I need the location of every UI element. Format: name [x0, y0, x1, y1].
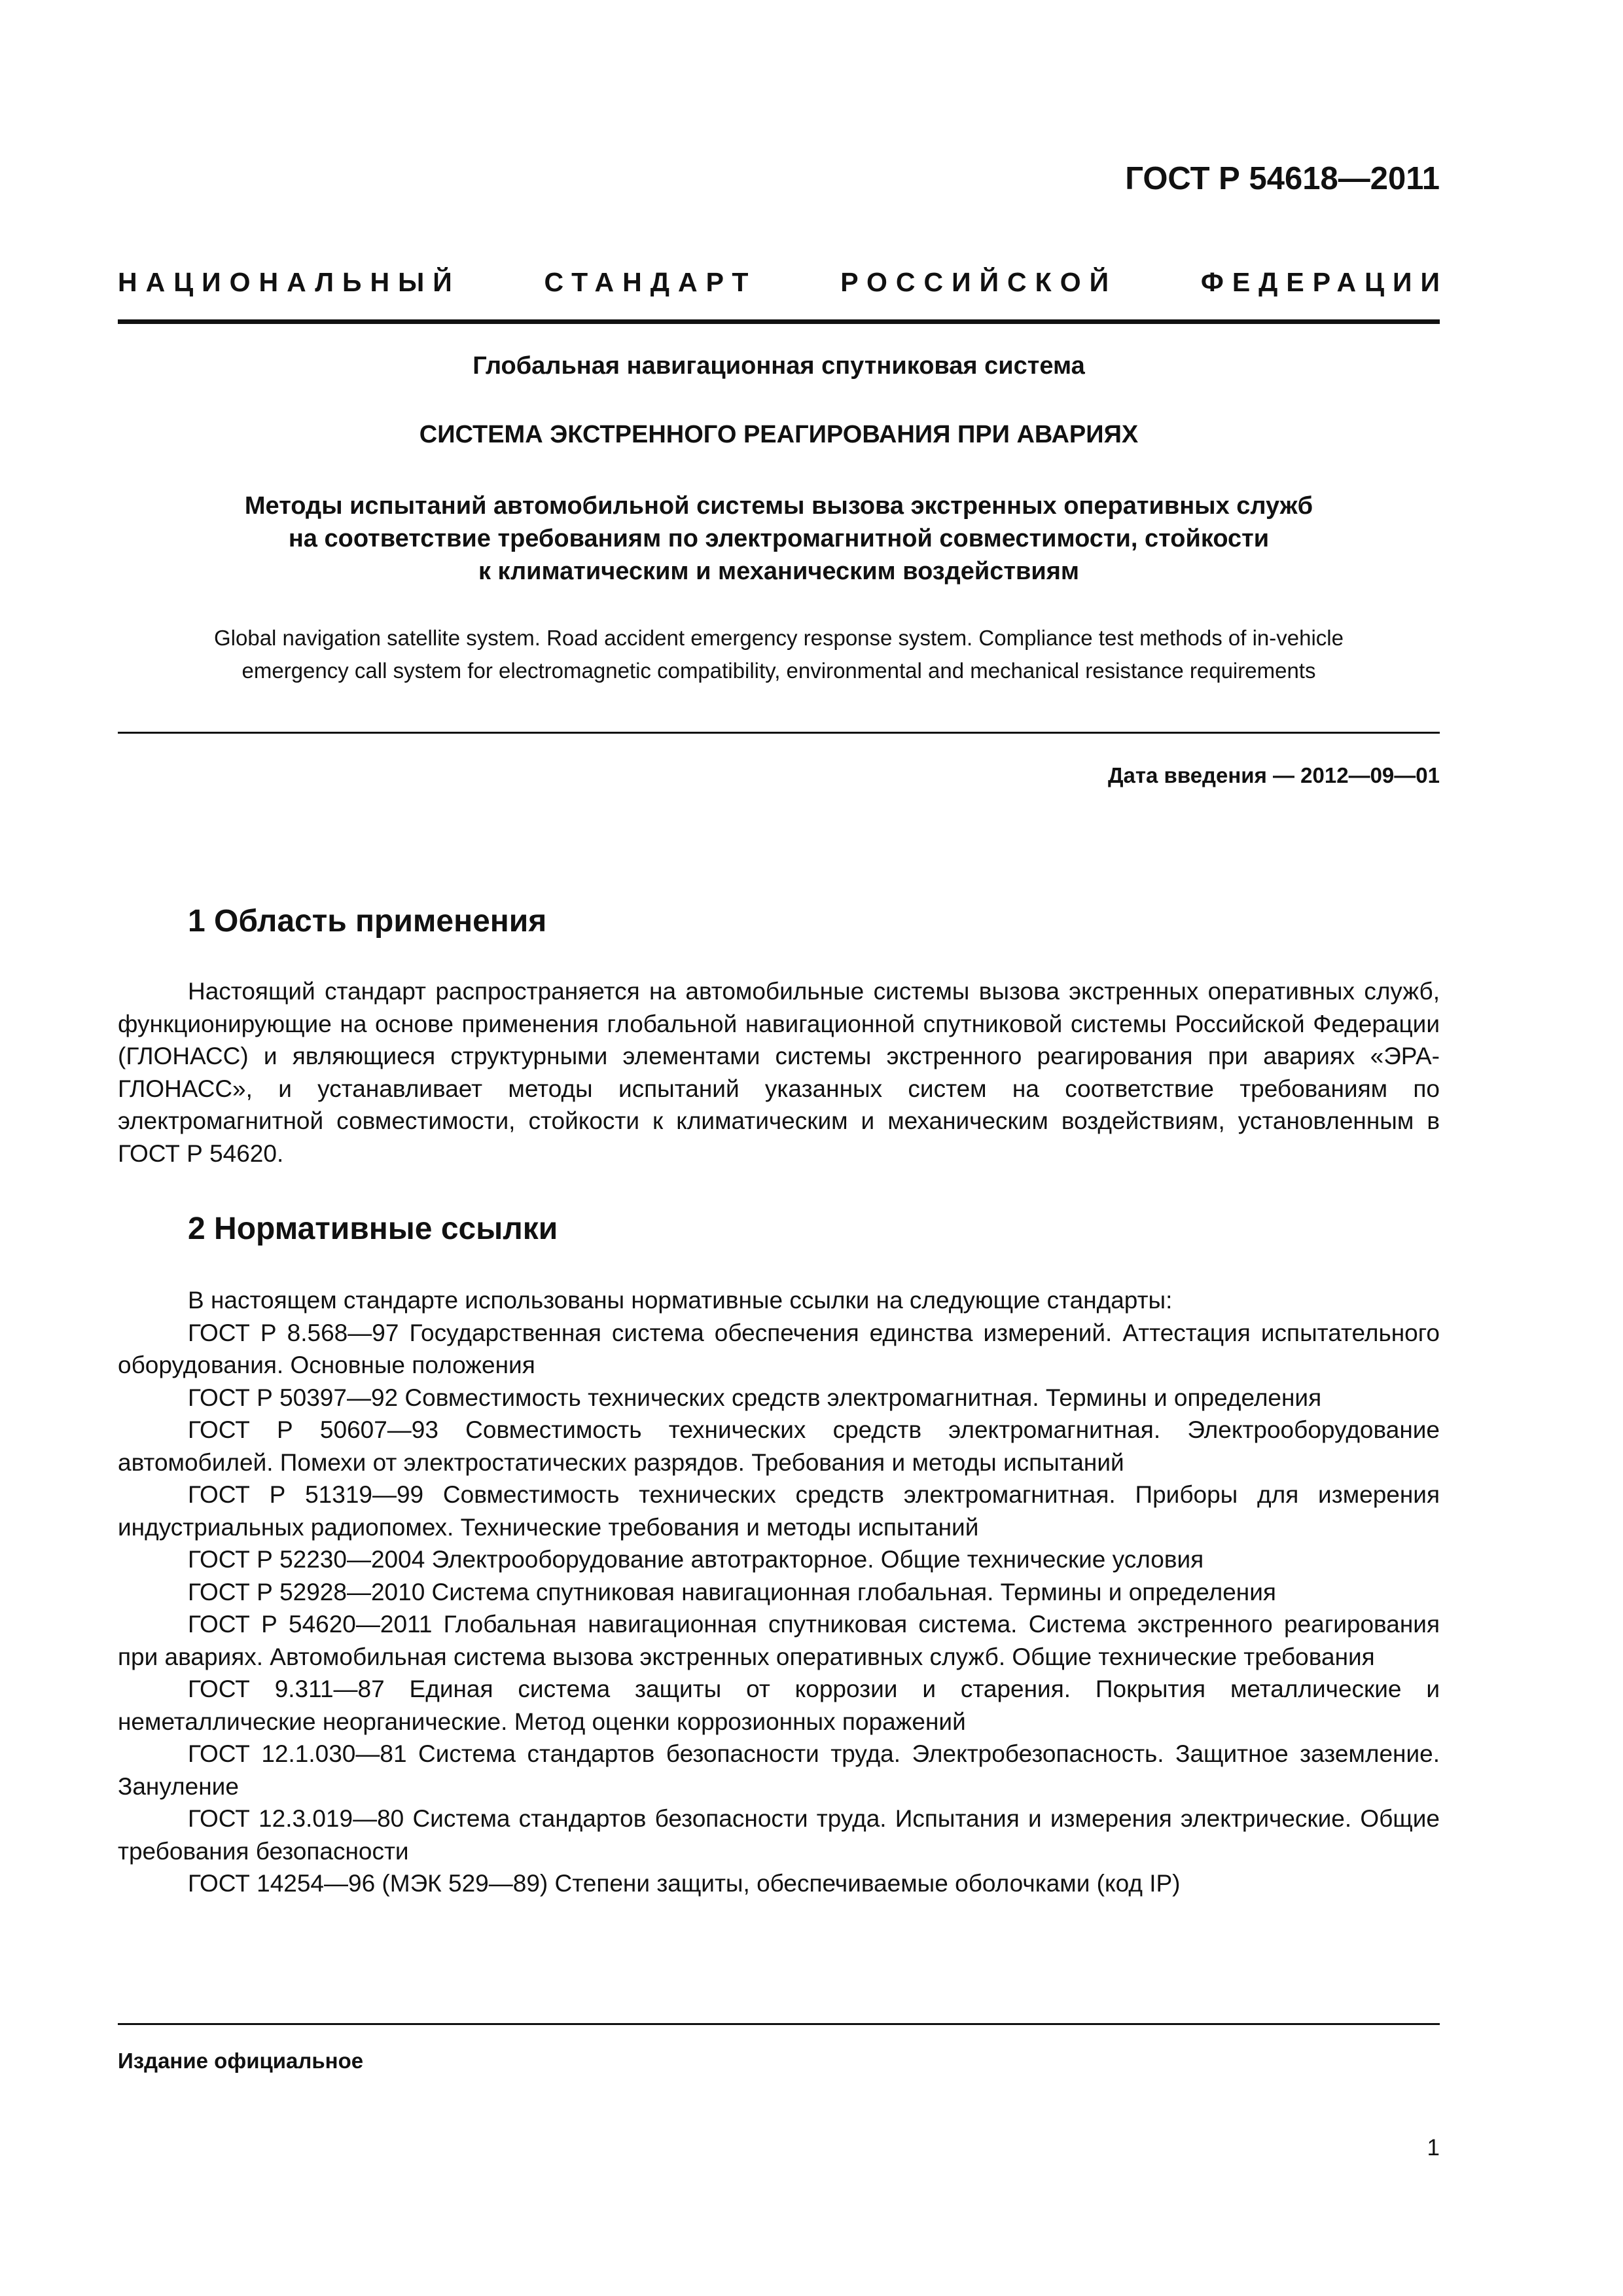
reference-item: ГОСТ Р 50607—93 Совместимость технических средств электромагнитная. Электрооборудование автомобилей. Помехи от электростатических разрядов. Требования и методы испытаний: [118, 1416, 1440, 1476]
title-methods-line: на соответствие требованиям по электромагнитной совместимости, стойкости: [288, 525, 1270, 552]
section-heading-references: 2 Нормативные ссылки: [188, 1211, 558, 1246]
standard-title-word: СТАНДАРТ: [544, 267, 757, 297]
standard-title: [118, 267, 1448, 298]
references-list: [118, 1284, 1440, 1900]
standard-title-word: НАЦИОНАЛЬНЫЙ: [118, 267, 461, 297]
reference-item: ГОСТ 9.311—87 Единая система защиты от коррозии и старения. Покрытия металлические и неметаллические неорганические. Метод оценки коррозионных поражений: [118, 1676, 1440, 1735]
title-methods: [118, 490, 1440, 588]
title-system: Глобальная навигационная спутниковая система: [473, 352, 1085, 380]
reference-item: ГОСТ Р 8.568—97 Государственная система обеспечения единства измерений. Аттестация испытательного оборудования. Основные положения: [118, 1319, 1440, 1378]
title-methods-line: Методы испытаний автомобильной системы вызова экстренных оперативных служб: [244, 492, 1313, 520]
footer-rule: [118, 2023, 1440, 2025]
title-subsystem: СИСТЕМА ЭКСТРЕННОГО РЕАГИРОВАНИЯ ПРИ АВАРИЯХ: [419, 421, 1139, 448]
introduction-date: Дата введения — 2012—09—01: [1108, 763, 1440, 787]
standard-title-word: РОССИЙСКОЙ: [840, 267, 1118, 297]
reference-item: ГОСТ Р 51319—99 Совместимость технических средств электромагнитная. Приборы для измерения индустриальных радиопомех. Технические требования и методы испытаний: [118, 1481, 1440, 1541]
reference-item: ГОСТ 14254—96 (МЭК 529—89) Степени защиты, обеспечиваемые оболочками (код IP): [188, 1870, 1181, 1897]
reference-item: ГОСТ Р 52230—2004 Электрооборудование автотракторное. Общие технические условия: [188, 1546, 1204, 1573]
title-english: [118, 622, 1440, 687]
section-heading-scope: 1 Область применения: [188, 904, 547, 939]
reference-item: ГОСТ 12.1.030—81 Система стандартов безопасности труда. Электробезопасность. Защитное заземление. Зануление: [118, 1740, 1440, 1800]
scope-paragraph: Настоящий стандарт распространяется на автомобильные системы вызова экстренных оперативных служб, функционирующие на основе применения глобальной навигационной спутниковой системы Российской Федерации (ГЛОНАСС) и являющиеся структурными элементами системы экстренного реагирования при авариях «ЭРА-ГЛОНАСС», и устанавливает методы испытаний указанных систем на соответствие требованиям по электромагнитной совместимости, стойкости к климатическим и механическим воздействиям, установленным в ГОСТ Р 54620.: [118, 978, 1440, 1167]
reference-item: В настоящем стандарте использованы нормативные ссылки на следующие стандарты:: [188, 1287, 1173, 1314]
header-rule: [118, 319, 1440, 324]
official-edition-label: Издание официальное: [118, 2049, 364, 2073]
reference-item: ГОСТ Р 52928—2010 Система спутниковая навигационная глобальная. Термины и определения: [188, 1578, 1276, 1605]
reference-item: ГОСТ Р 54620—2011 Глобальная навигационная спутниковая система. Система экстренного реагирования при авариях. Автомобильная система вызова экстренных оперативных служб. Общие технические требования: [118, 1611, 1440, 1670]
reference-item: ГОСТ Р 50397—92 Совместимость технических средств электромагнитная. Термины и определения: [188, 1384, 1322, 1411]
title-rule: [118, 732, 1440, 734]
page-number: 1: [1427, 2135, 1440, 2161]
reference-item: ГОСТ 12.3.019—80 Система стандартов безопасности труда. Испытания и измерения электрические. Общие требования безопасности: [118, 1805, 1440, 1865]
standard-title-word: ФЕДЕРАЦИИ: [1200, 267, 1448, 297]
document-page: [118, 0, 1448, 2296]
document-code: ГОСТ Р 54618—2011: [1125, 161, 1440, 196]
title-methods-line: к климатическим и механическим воздействиям: [478, 558, 1080, 585]
title-english-line: Global navigation satellite system. Road accident emergency response system. Compliance test methods of in-vehicle: [213, 626, 1344, 650]
title-english-line: emergency call system for electromagnetic compatibility, environmental and mechanical resistance requirements: [241, 658, 1316, 683]
